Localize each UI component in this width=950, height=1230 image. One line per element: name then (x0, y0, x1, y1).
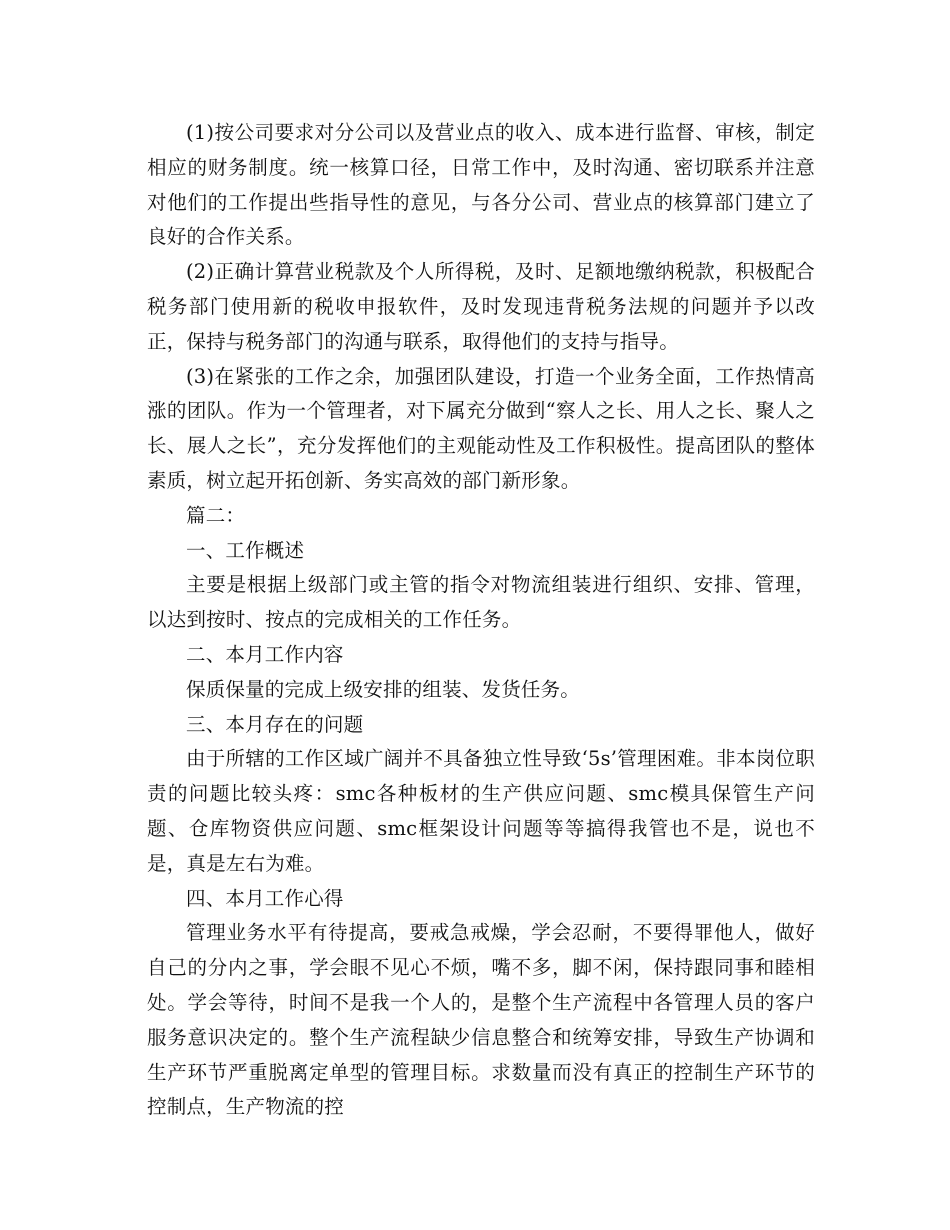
paragraph-work-overview: 主要是根据上级部门或主管的指令对物流组装进行组织、安排、管理，以达到按时、按点的完成相关的工作任务。 (147, 573, 815, 632)
heading-monthly-insights: 四、本月工作心得 (186, 886, 344, 910)
paragraph-tax-payment: (2)正确计算营业税款及个人所得税，及时、足额地缴纳税款，积极配合税务部门使用新的税收申报软件，及时发现违背税务法规的问题并予以改正，保持与税务部门的沟通与联系，取得他们的支持与指导。 (147, 260, 815, 353)
paragraph-monthly-work-content: 保质保量的完成上级安排的组装、发货任务。 (186, 677, 581, 701)
paragraph-finance-supervision: (1)按公司要求对分公司以及营业点的收入、成本进行监督、审核，制定相应的财务制度。统一核算口径，日常工作中，及时沟通、密切联系并注意对他们的工作提出些指导性的意见，与各分公司、营业点的核算部门建立了良好的合作关系。 (147, 121, 815, 249)
section-label-part-two: 篇二： (186, 503, 246, 527)
heading-work-overview: 一、工作概述 (186, 538, 305, 562)
paragraph-monthly-insights: 管理业务水平有待提高，要戒急戒燥，学会忍耐，不要得罪他人，做好自己的分内之事，学会眼不见心不烦，嘴不多，脚不闲，保持跟同事和睦相处。学会等待，时间不是我一个人的，是整个生产流程中各管理人员的客户服务意识决定的。整个生产流程缺少信息整合和统筹安排，导致生产协调和生产环节严重脱离定单型的管理目标。求数量而没有真正的控制生产环节的控制点，生产物流的控 (147, 921, 815, 1119)
heading-monthly-problems: 三、本月存在的问题 (186, 712, 364, 736)
paragraph-team-building: (3)在紧张的工作之余，加强团队建设，打造一个业务全面，工作热情高涨的团队。作为一个管理者，对下属充分做到“察人之长、用人之长、聚人之长、展人之长”，充分发挥他们的主观能动性及工作积极性。提高团队的整体素质，树立起开拓创新、务实高效的部门新形象。 (147, 364, 815, 492)
paragraph-monthly-problems: 由于所辖的工作区域广阔并不具备独立性导致‘5s’管理困难。非本岗位职责的问题比较头疼：smc各种板材的生产供应问题、smc模具保管生产问题、仓库物资供应问题、smc框架设计问题等等搞得我管也不是，说也不是，真是左右为难。 (147, 747, 815, 875)
heading-monthly-work-content: 二、本月工作内容 (186, 642, 344, 666)
document-body (147, 116, 815, 1125)
